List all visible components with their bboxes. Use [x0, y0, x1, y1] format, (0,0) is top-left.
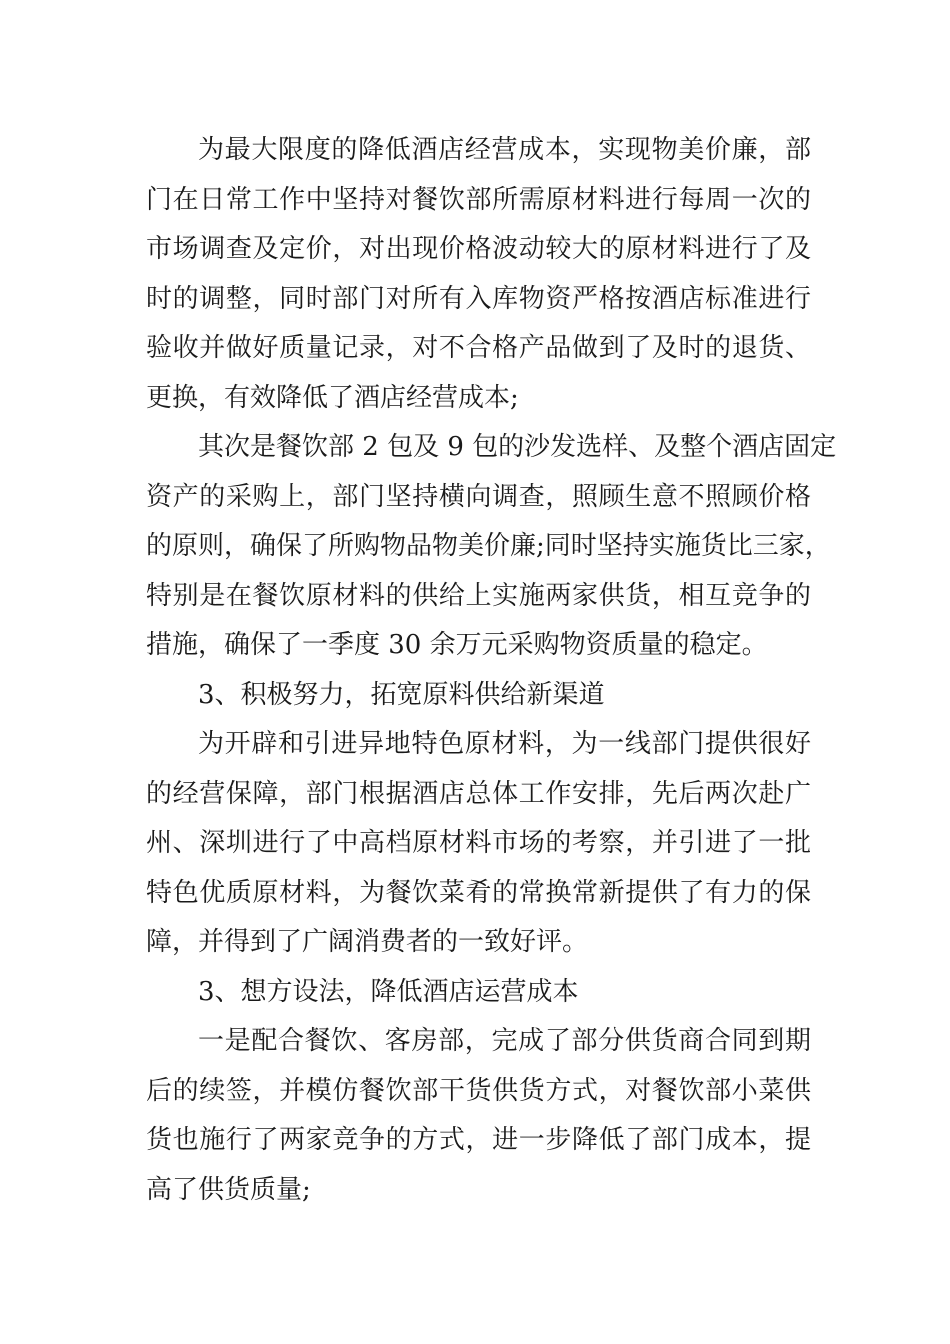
- text-line: 为最大限度的降低酒店经营成本，实现物美价廉，部: [198, 135, 811, 165]
- text-line: 时的调整，同时部门对所有入库物资严格按酒店标准进行: [146, 283, 811, 314]
- text-line: 障，并得到了广阔消费者的一致好评。: [146, 927, 589, 957]
- text-line: 措施，确保了一季度 30 余万元采购物资质量的稳定。: [146, 630, 768, 660]
- text-line: 的原则，确保了所购物品物美价廉;同时坚持实施货比三家，: [146, 531, 831, 561]
- text-line: 特色优质原材料，为餐饮菜肴的常换常新提供了有力的保: [146, 877, 811, 908]
- section-heading: 3、积极努力，拓宽原料供给新渠道: [198, 679, 605, 710]
- text-line: 更换，有效降低了酒店经营成本;: [146, 382, 519, 413]
- text-line: 验收并做好质量记录，对不合格产品做到了及时的退货、: [146, 333, 811, 363]
- section-heading: 3、想方设法，降低酒店运营成本: [198, 976, 579, 1007]
- text-line: 特别是在餐饮原材料的供给上实施两家供货，相互竞争的: [146, 580, 811, 611]
- text-line: 其次是餐饮部 2 包及 9 包的沙发选样、及整个酒店固定: [198, 432, 837, 462]
- text-line: 货也施行了两家竞争的方式，进一步降低了部门成本，提: [146, 1125, 811, 1155]
- text-line: 的经营保障，部门根据酒店总体工作安排，先后两次赴广: [146, 778, 811, 809]
- text-line: 后的续签，并模仿餐饮部干货供货方式，对餐饮部小菜供: [146, 1075, 811, 1106]
- text-line: 一是配合餐饮、客房部，完成了部分供货商合同到期: [198, 1026, 811, 1056]
- text-line: 资产的采购上，部门坚持横向调查，照顾生意不照顾价格: [146, 481, 811, 512]
- document-body: [146, 126, 837, 1215]
- text-line: 门在日常工作中坚持对餐饮部所需原材料进行每周一次的: [146, 184, 811, 215]
- text-line: 市场调查及定价，对出现价格波动较大的原材料进行了及: [146, 234, 811, 264]
- text-line: 州、深圳进行了中高档原材料市场的考察，并引进了一批: [146, 828, 811, 858]
- text-line: 为开辟和引进异地特色原材料，为一线部门提供很好: [198, 729, 811, 759]
- text-line: 高了供货质量;: [146, 1174, 311, 1205]
